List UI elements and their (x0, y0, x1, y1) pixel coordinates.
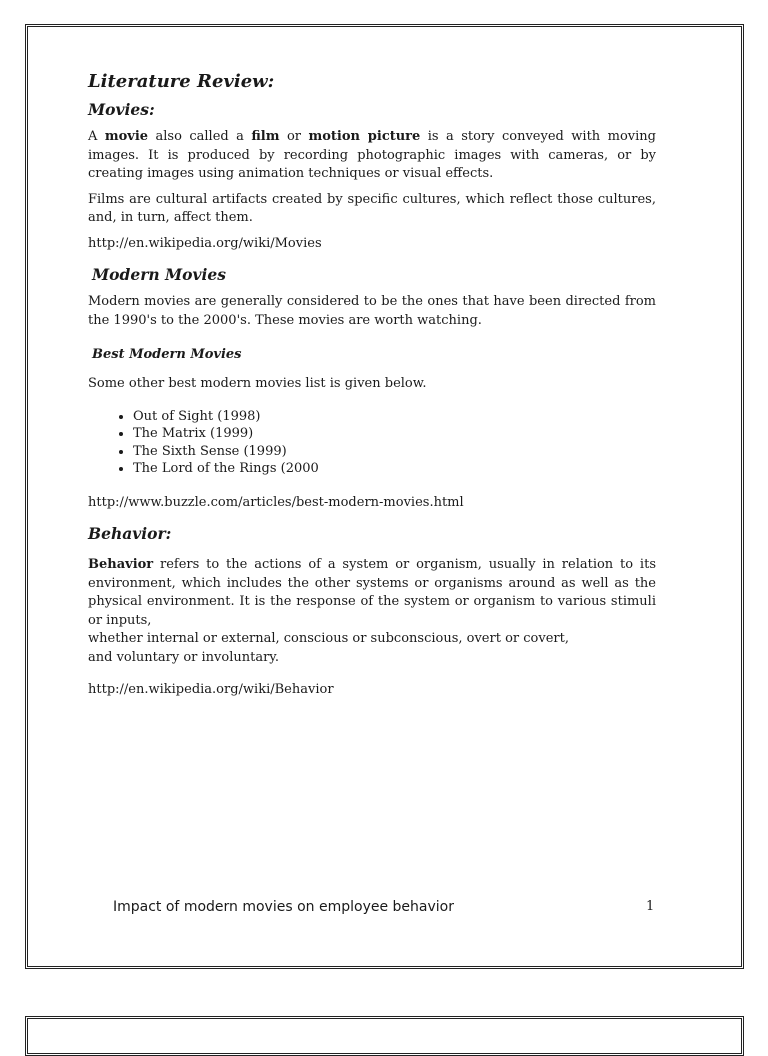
next-page (25, 1016, 744, 1056)
modern-movies-paragraph: Modern movies are generally considered to be the ones that have been directed from the 1990's to the 2000's. These movies are worth watching. (88, 294, 656, 328)
list-item: • Out of Sight (1998) (133, 408, 656, 426)
behavior-heading: Behavior: (88, 524, 172, 543)
list-item: • The Matrix (1999) (133, 425, 656, 443)
movies-heading: Movies: (88, 100, 155, 119)
best-movies-list (88, 408, 656, 478)
footer-title: Impact of modern movies on employee behavior (113, 899, 454, 915)
modern-movies-heading: Modern Movies (92, 265, 227, 284)
list-item: • The Sixth Sense (1999) (133, 443, 656, 461)
term-behavior: Behavior (88, 557, 154, 572)
behavior-source-url: http://en.wikipedia.org/wiki/Behavior (88, 682, 334, 697)
behavior-paragraph-line: whether internal or external, conscious or subconscious, overt or covert, (88, 631, 569, 646)
best-modern-movies-heading: Best Modern Movies (92, 347, 242, 362)
term-film: film (251, 129, 280, 144)
term-movie: movie (104, 129, 149, 144)
list-item: • The Lord of the Rings (2000 (133, 460, 656, 478)
term-motion-picture: motion picture (308, 129, 421, 144)
best-movies-source-url: http://www.buzzle.com/articles/best-modern-movies.html (88, 494, 464, 510)
page-content (88, 70, 656, 712)
behavior-paragraph-line: and voluntary or involuntary. (88, 649, 280, 665)
behavior-paragraph: Behavior refers to the actions of a system or organism, usually in relation to its environment, which includes the other systems or organisms around as well as the physical environment. It is the response of the system or organism to various stimuli or inputs, (88, 557, 656, 628)
movies-source-url: http://en.wikipedia.org/wiki/Movies (88, 235, 322, 251)
literature-review-title: Literature Review: (88, 71, 275, 92)
page-number: 1 (646, 899, 655, 914)
movies-paragraph-2: Films are cultural artifacts created by specific cultures, which reflect those cultures, and, in turn, affect them. (88, 191, 656, 225)
best-movies-intro: Some other best modern movies list is given below. (88, 376, 427, 391)
movies-paragraph-1: A movie also called a film or motion picture is a story conveyed with moving images. It is produced by recording photographic images with cameras, or by creating images using animation techniques or visual effects. (88, 129, 656, 181)
